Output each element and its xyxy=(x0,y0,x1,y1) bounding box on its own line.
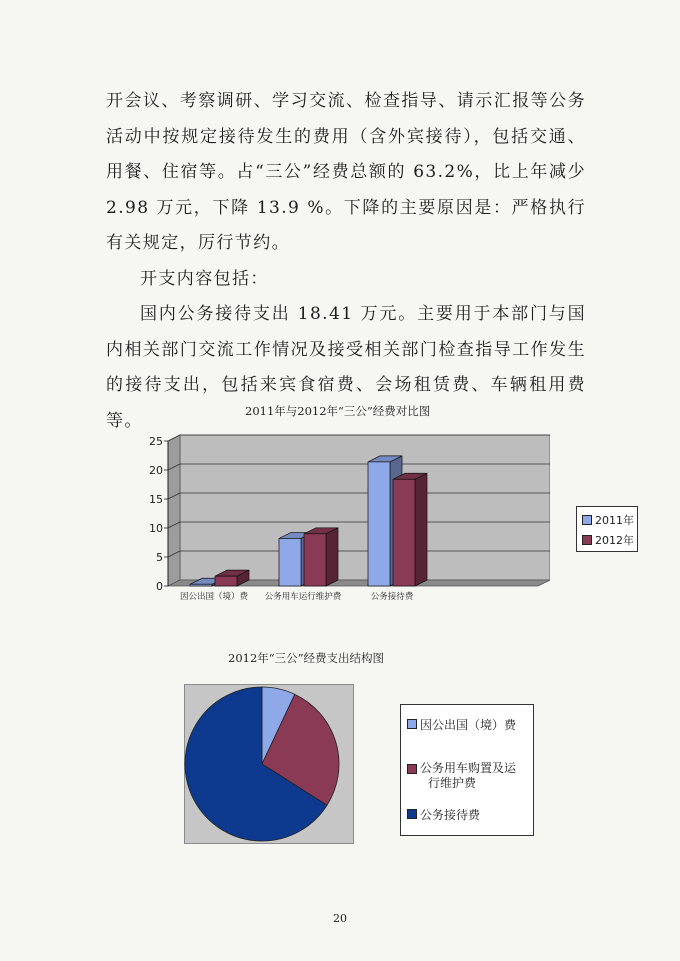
pie-legend-label-overseas: 因公出国（境）费 xyxy=(420,718,517,732)
plot-back-wall xyxy=(180,435,550,580)
pie-legend-label-reception: 公务接待费 xyxy=(420,808,481,822)
bar-2011 xyxy=(368,462,390,586)
pie-legend-swatch-reception xyxy=(407,809,417,819)
y-tick-label: 5 xyxy=(156,551,163,564)
bar-chart xyxy=(140,428,550,613)
bar-2011 xyxy=(190,584,212,586)
legend-swatch-2012 xyxy=(582,535,592,545)
y-tick-label: 20 xyxy=(149,464,163,477)
x-tick-label: 因公出国（境）费 xyxy=(179,592,249,602)
bar-side xyxy=(326,528,338,586)
bar-2012 xyxy=(393,479,415,586)
plot-side-wall xyxy=(168,435,180,586)
bar-chart-legend xyxy=(576,506,638,552)
x-tick-label: 公务用车运行维护费 xyxy=(264,592,342,602)
y-tick-label: 10 xyxy=(149,522,163,535)
paragraph-domestic-reception: 国内公务接待支出 18.41 万元。主要用于本部门与国内相关部门交流工作情况及接受相关部门检查指导工作发生的接待支出，包括来宾食宿费、会场租赁费、车辆租用费等。 xyxy=(106,304,586,431)
pie-chart-title: 2012年“三公”经费支出结构图 xyxy=(228,651,385,665)
pie-legend-item-vehicles xyxy=(407,761,516,791)
paragraph-expense-items-heading: 开支内容包括： xyxy=(140,269,269,289)
bar-side xyxy=(415,473,427,586)
pie-chart-legend xyxy=(400,704,534,836)
bar-2011 xyxy=(279,538,301,586)
legend-item-2011 xyxy=(582,512,634,528)
bar-chart-title: 2011年与2012年“三公”经费对比图 xyxy=(245,404,431,418)
bar-2012 xyxy=(304,534,326,586)
y-tick-label: 15 xyxy=(149,493,163,506)
pie-legend-label-vehicles-line-1: 公务用车购置及运 xyxy=(420,761,517,775)
pie-legend-label-vehicles xyxy=(420,761,516,791)
y-tick-label: 25 xyxy=(149,435,163,448)
paragraph-reception-expense: 开会议、考察调研、学习交流、检查指导、请示汇报等公务活动中按规定接待发生的费用（含外宾接待），包括交通、用餐、住宿等。占“三公”经费总额的 63.2%，比上年减少 2.98 万元，下降 13.9 %。下降的主要原因是：严格执行有关规定，厉行节约。 xyxy=(106,91,586,253)
bar-2012 xyxy=(215,576,237,586)
pie-legend-label-vehicles-line-2: 行维护费 xyxy=(428,776,477,790)
pie-chart xyxy=(184,684,354,844)
legend-swatch-2011 xyxy=(582,515,592,525)
pie-legend-item-overseas xyxy=(407,716,516,733)
x-tick-label: 公务接待费 xyxy=(370,592,414,602)
page-number: 20 xyxy=(333,912,347,925)
y-tick-label: 0 xyxy=(156,580,163,593)
pie-legend-swatch-overseas xyxy=(407,719,417,729)
legend-label-2011: 2011年 xyxy=(595,514,634,527)
legend-item-2012 xyxy=(582,532,634,548)
pie-legend-swatch-vehicles xyxy=(407,764,417,774)
legend-label-2012: 2012年 xyxy=(595,534,634,547)
pie-legend-item-reception xyxy=(407,806,480,823)
